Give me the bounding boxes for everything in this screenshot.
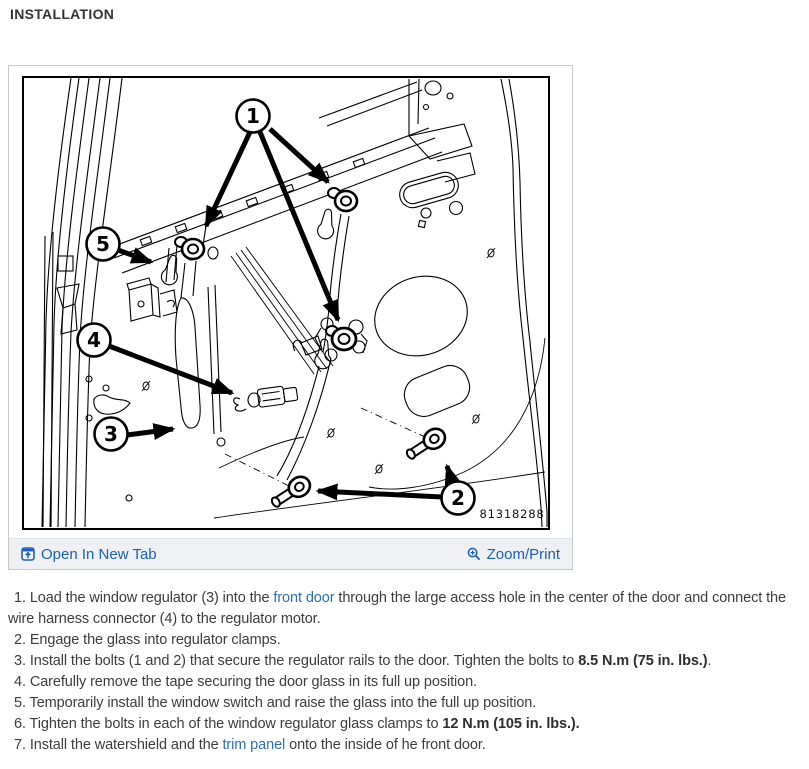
instruction-list bbox=[8, 588, 800, 756]
magnifier-icon bbox=[467, 547, 481, 561]
callout-1 bbox=[237, 100, 270, 133]
page-title: INSTALLATION bbox=[10, 6, 115, 22]
instruction-text: 5. Temporarily install the window switch and raise the glass into the full up position. bbox=[14, 695, 537, 711]
callout-1-label: 1 bbox=[246, 104, 260, 128]
callout-4 bbox=[78, 324, 111, 357]
zoom-print-label: Zoom/Print bbox=[486, 545, 560, 563]
open-in-new-tab-icon bbox=[21, 547, 35, 561]
callout-2 bbox=[442, 482, 475, 515]
door-regulator-diagram bbox=[9, 66, 572, 538]
inline-link[interactable]: front door bbox=[273, 590, 335, 606]
inline-link[interactable]: trim panel bbox=[222, 737, 286, 753]
open-in-new-tab-link[interactable] bbox=[21, 546, 157, 563]
instruction-text: 4. Carefully remove the tape securing the door glass in its full up position. bbox=[14, 674, 477, 690]
figure-card bbox=[8, 65, 573, 570]
instruction-item-7 bbox=[8, 735, 800, 756]
instruction-text: 6. Tighten the bolts in each of the window regulator glass clamps to bbox=[14, 716, 443, 732]
instruction-item-5 bbox=[8, 693, 800, 714]
instruction-item-4 bbox=[8, 672, 800, 693]
instruction-text: 3. Install the bolts (1 and 2) that secure the regulator rails to the door. Tighten the bolts to bbox=[14, 653, 579, 669]
callout-2-label: 2 bbox=[451, 486, 465, 510]
torque-value: 12 N.m (105 in. lbs.). bbox=[442, 716, 580, 732]
callout-4-label: 4 bbox=[87, 328, 101, 352]
figure-image bbox=[9, 66, 572, 538]
zoom-print-link[interactable] bbox=[467, 546, 560, 563]
callout-3-label: 3 bbox=[104, 422, 118, 446]
instruction-item-2 bbox=[8, 630, 800, 651]
instruction-text: onto the inside of he front door. bbox=[285, 737, 486, 753]
instruction-text: 7. Install the watershield and the bbox=[14, 737, 223, 753]
instruction-text: 1. Load the window regulator (3) into the bbox=[14, 590, 274, 606]
callout-3 bbox=[95, 418, 128, 451]
instruction-item-6 bbox=[8, 714, 800, 735]
instruction-text: 2. Engage the glass into regulator clamps. bbox=[14, 632, 281, 648]
instruction-item-1 bbox=[8, 588, 800, 630]
torque-value: 8.5 N.m (75 in. lbs.) bbox=[578, 653, 708, 669]
instruction-text: . bbox=[707, 653, 712, 669]
open-in-new-tab-label: Open In New Tab bbox=[41, 545, 157, 563]
instruction-text: through the large access hole in the center of the door and connect the wire harness connector (4) to the regulator motor. bbox=[8, 590, 786, 627]
figure-toolbar bbox=[9, 538, 572, 569]
figure-number: 81318288 bbox=[479, 507, 545, 521]
callout-5 bbox=[87, 228, 120, 261]
callout-5-label: 5 bbox=[96, 232, 110, 256]
instruction-item-3 bbox=[8, 651, 800, 672]
